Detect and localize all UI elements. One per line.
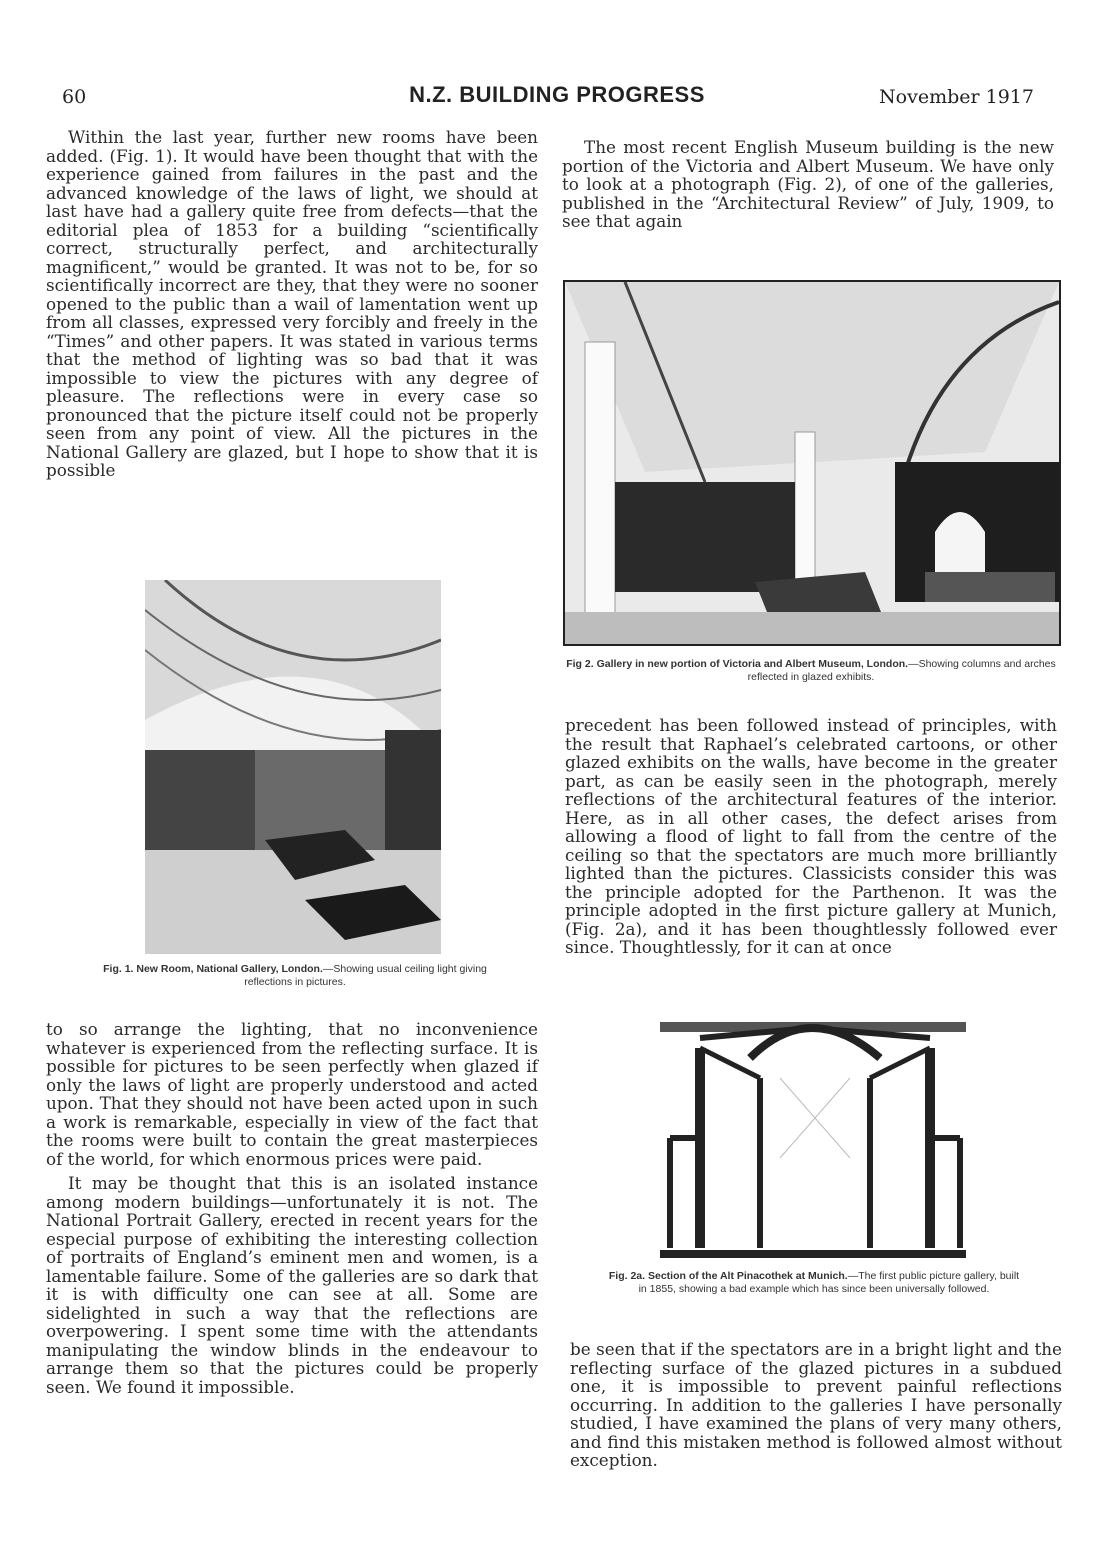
paragraph: be seen that if the spectators are in a bright light and the reflecting surface of the glazed pictures in a subdued one, it is impossible to prevent painful reflections occurring. In addition to the galleries I have personally studied, I have examined the plans of very many others, and find this mistaken method is followed almost without exception.: [570, 1339, 1062, 1470]
paragraph: to so arrange the lighting, that no inconvenience whatever is experienced from the reflecting surface. It is possible for pictures to be seen perfectly when glazed if only the laws of light are properly understood and acted upon. That they should not have been acted upon in such a work is remarkable, especially in view of the fact that the rooms were built to contain the great masterpieces of the world, for which enormous prices were paid.: [46, 1019, 538, 1169]
fig1-photo: [145, 580, 441, 954]
paragraph: It may be thought that this is an isolated instance among modern buildings—unfortunately it is not. The National Portrait Gallery, erected in recent years for the especial purpose of exhibiting the interesting collection of portraits of England’s eminent men and women, is a lamentable failure. Some of the galleries are so dark that it is with difficulty one can see at all. Some are sidelighted in such a way that the reflections are overpowering. I spent some time with the attendants manipulating the window blinds in the endeavour to arrange them so that the pictures could be properly seen. We found it impossible.: [46, 1173, 538, 1397]
left-column-top: [46, 128, 538, 480]
paragraph: precedent has been followed instead of principles, with the result that Raphael’s celebrated cartoons, or other glazed exhibits on the walls, have become in the greater part, as can be easily seen in the photograph, merely reflections of the architectural features of the interior. Here, as in all other cases, the defect arises from allowing a flood of light to fall from the centre of the ceiling so that the spectators are much more brilliantly lighted than the pictures. Classicists consider this was the principle adopted for the Parthenon. It was the principle adopted in the first picture gallery at Munich, (Fig. 2a), and it has been thoughtlessly followed ever since. Thoughtlessly, for it can at once: [565, 715, 1057, 957]
fig1-title: New Room, National Gallery, London.: [136, 963, 323, 975]
fig2-desc: —Showing columns and arches reflected in glazed exhibits.: [747, 658, 1056, 683]
fig2a-section-drawing: [660, 1018, 966, 1264]
masthead-title: N.Z. BUILDING PROGRESS: [409, 82, 705, 107]
fig2-title: Gallery in new portion of Victoria and Albert Museum, London.: [596, 658, 909, 670]
paragraph: Within the last year, further new rooms have been added. (Fig. 1). It would have been thought that with the experience gained from failures in the past and the advanced knowledge of the laws of light, we should at last have had a gallery quite free from defects—that the editorial plea of 1853 for a building “scientifically correct, structurally perfect, and architecturally magnificent,” would be granted. It was not to be, for so scientifically incorrect are they, that they were no sooner opened to the public than a wail of lamentation went up from all classes, expressed very forcibly and freely in the “Times” and other papers. It was stated in various terms that the method of lighting was so bad that it was impossible to view the pictures with any degree of pleasure. The reflections were in every case so pronounced that the picture itself could not be properly seen from any point of view. All the pictures in the National Gallery are glazed, but I hope to show that it is possible: [46, 127, 538, 480]
paragraph: The most recent English Museum building is the new portion of the Victoria and Albert Museum. We have only to look at a photograph (Fig. 2), of one of the galleries, published in the “Architectural Review” of July, 1909, to see that again: [562, 137, 1054, 231]
issue-date: November 1917: [879, 86, 1034, 108]
right-column-middle: [565, 716, 1057, 957]
fig2-caption: [565, 658, 1057, 684]
fig2-label: Fig 2.: [566, 658, 594, 670]
fig2a-caption: [606, 1270, 1022, 1296]
fig2-photo: [563, 280, 1061, 646]
left-column-bottom: [46, 1020, 538, 1396]
fig1-desc: —Showing usual ceiling light giving reflections in pictures.: [244, 963, 487, 988]
page-number: 60: [62, 86, 87, 108]
fig1-label: Fig. 1.: [103, 963, 134, 975]
fig2a-title: Section of the Alt Pinacothek at Munich.: [648, 1270, 848, 1282]
fig1-caption: [100, 963, 490, 989]
right-column-bottom: [570, 1340, 1062, 1470]
right-column-top: [562, 138, 1054, 231]
fig2a-label: Fig. 2a.: [608, 1270, 646, 1282]
fig2a-desc: —The first public picture gallery, built in 1855, showing a bad example which has since been universally followed.: [638, 1270, 1020, 1295]
